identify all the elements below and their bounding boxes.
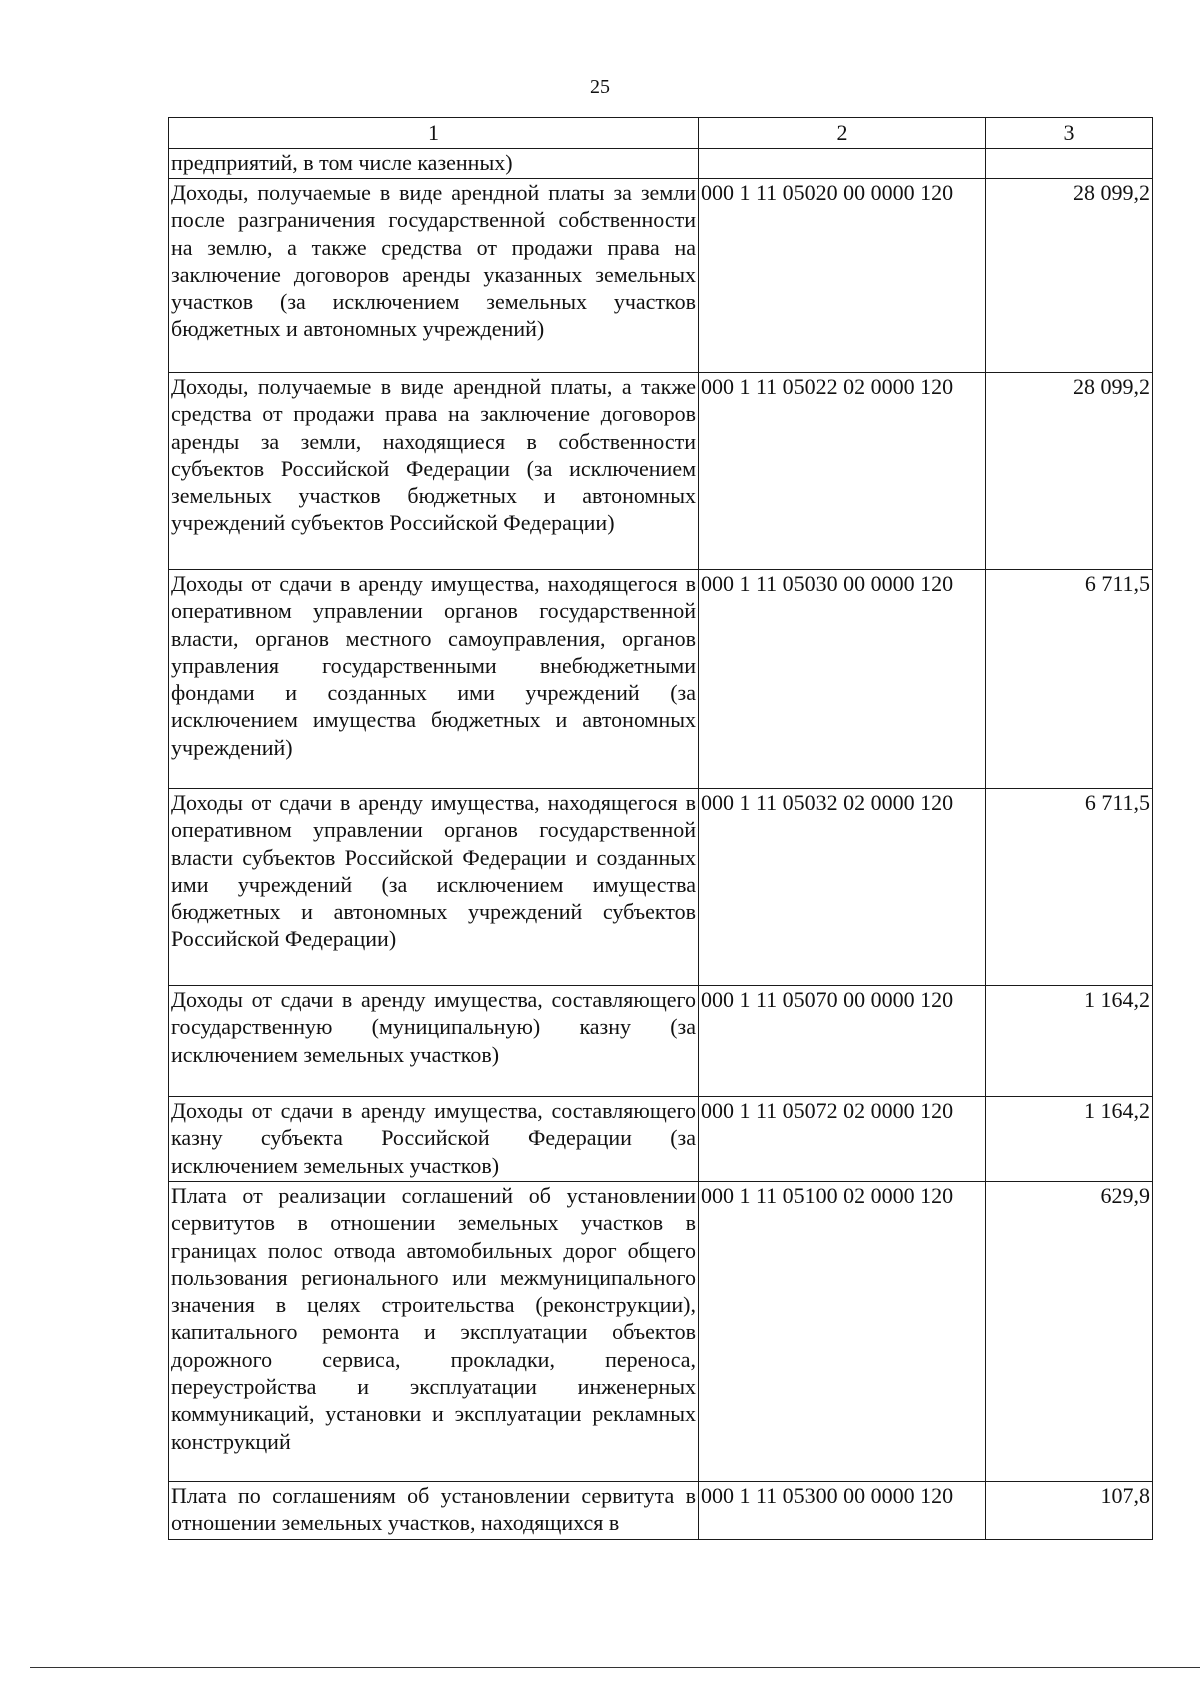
row-code xyxy=(699,149,986,179)
table-row xyxy=(169,1182,1153,1482)
row-code: 000 1 11 05022 02 0000 120 xyxy=(699,373,986,570)
table-row xyxy=(169,789,1153,986)
page-bottom-rule xyxy=(30,1667,1200,1668)
page-number: 25 xyxy=(590,76,610,98)
row-description: Плата по соглашениям об установлении сервитута в отношении земельных участков, находящихся в xyxy=(169,1482,699,1540)
row-amount: 1 164,2 xyxy=(986,986,1153,1097)
row-code: 000 1 11 05300 00 0000 120 xyxy=(699,1482,986,1540)
table-row xyxy=(169,149,1153,179)
row-description: предприятий, в том числе казенных) xyxy=(169,149,699,179)
budget-revenue-table xyxy=(168,117,1153,1540)
row-amount: 1 164,2 xyxy=(986,1097,1153,1182)
row-amount: 6 711,5 xyxy=(986,789,1153,986)
row-description: Доходы от сдачи в аренду имущества, находящегося в оперативном управлении органов государственной власти субъектов Российской Федерации и созданных ими учреждений (за исключением имущества бюджетных и автономных учреждений субъектов Российской Федерации) xyxy=(169,789,699,986)
table-header-row xyxy=(169,118,1153,149)
row-code: 000 1 11 05030 00 0000 120 xyxy=(699,570,986,789)
table-row xyxy=(169,1097,1153,1182)
row-amount: 629,9 xyxy=(986,1182,1153,1482)
table-row xyxy=(169,570,1153,789)
row-code: 000 1 11 05032 02 0000 120 xyxy=(699,789,986,986)
row-description: Доходы, получаемые в виде арендной платы, а также средства от продажи права на заключение договоров аренды за земли, находящиеся в собственности субъектов Российской Федерации (за исключением земельных участков бюджетных и автономных учреждений субъектов Российской Федерации) xyxy=(169,373,699,570)
row-code: 000 1 11 05100 02 0000 120 xyxy=(699,1182,986,1482)
column-header-2: 2 xyxy=(699,118,986,149)
row-description: Доходы от сдачи в аренду имущества, составляющего казну субъекта Российской Федерации (за исключением земельных участков) xyxy=(169,1097,699,1182)
row-amount: 6 711,5 xyxy=(986,570,1153,789)
table-row xyxy=(169,1482,1153,1540)
row-amount: 107,8 xyxy=(986,1482,1153,1540)
table-row xyxy=(169,373,1153,570)
row-description: Доходы от сдачи в аренду имущества, находящегося в оперативном управлении органов государственной власти, органов местного самоуправления, органов управления государственными внебюджетными фондами и созданных ими учреждений (за исключением имущества бюджетных и автономных учреждений) xyxy=(169,570,699,789)
row-code: 000 1 11 05020 00 0000 120 xyxy=(699,179,986,373)
row-amount xyxy=(986,149,1153,179)
column-header-1: 1 xyxy=(169,118,699,149)
column-header-3: 3 xyxy=(986,118,1153,149)
row-amount: 28 099,2 xyxy=(986,179,1153,373)
row-description: Доходы, получаемые в виде арендной платы за земли после разграничения государственной собственности на землю, а также средства от продажи права на заключение договоров аренды указанных земельных участков (за исключением земельных участков бюджетных и автономных учреждений) xyxy=(169,179,699,373)
row-code: 000 1 11 05070 00 0000 120 xyxy=(699,986,986,1097)
row-code: 000 1 11 05072 02 0000 120 xyxy=(699,1097,986,1182)
table-row xyxy=(169,179,1153,373)
table-row xyxy=(169,986,1153,1097)
row-description: Плата от реализации соглашений об установлении сервитутов в отношении земельных участков в границах полос отвода автомобильных дорог общего пользования регионального или межмуниципального значения в целях строительства (реконструкции), капитального ремонта и эксплуатации объектов дорожного сервиса, прокладки, переноса, переустройства и эксплуатации инженерных коммуникаций, установки и эксплуатации рекламных конструкций xyxy=(169,1182,699,1482)
row-amount: 28 099,2 xyxy=(986,373,1153,570)
row-description: Доходы от сдачи в аренду имущества, составляющего государственную (муниципальную) казну (за исключением земельных участков) xyxy=(169,986,699,1097)
